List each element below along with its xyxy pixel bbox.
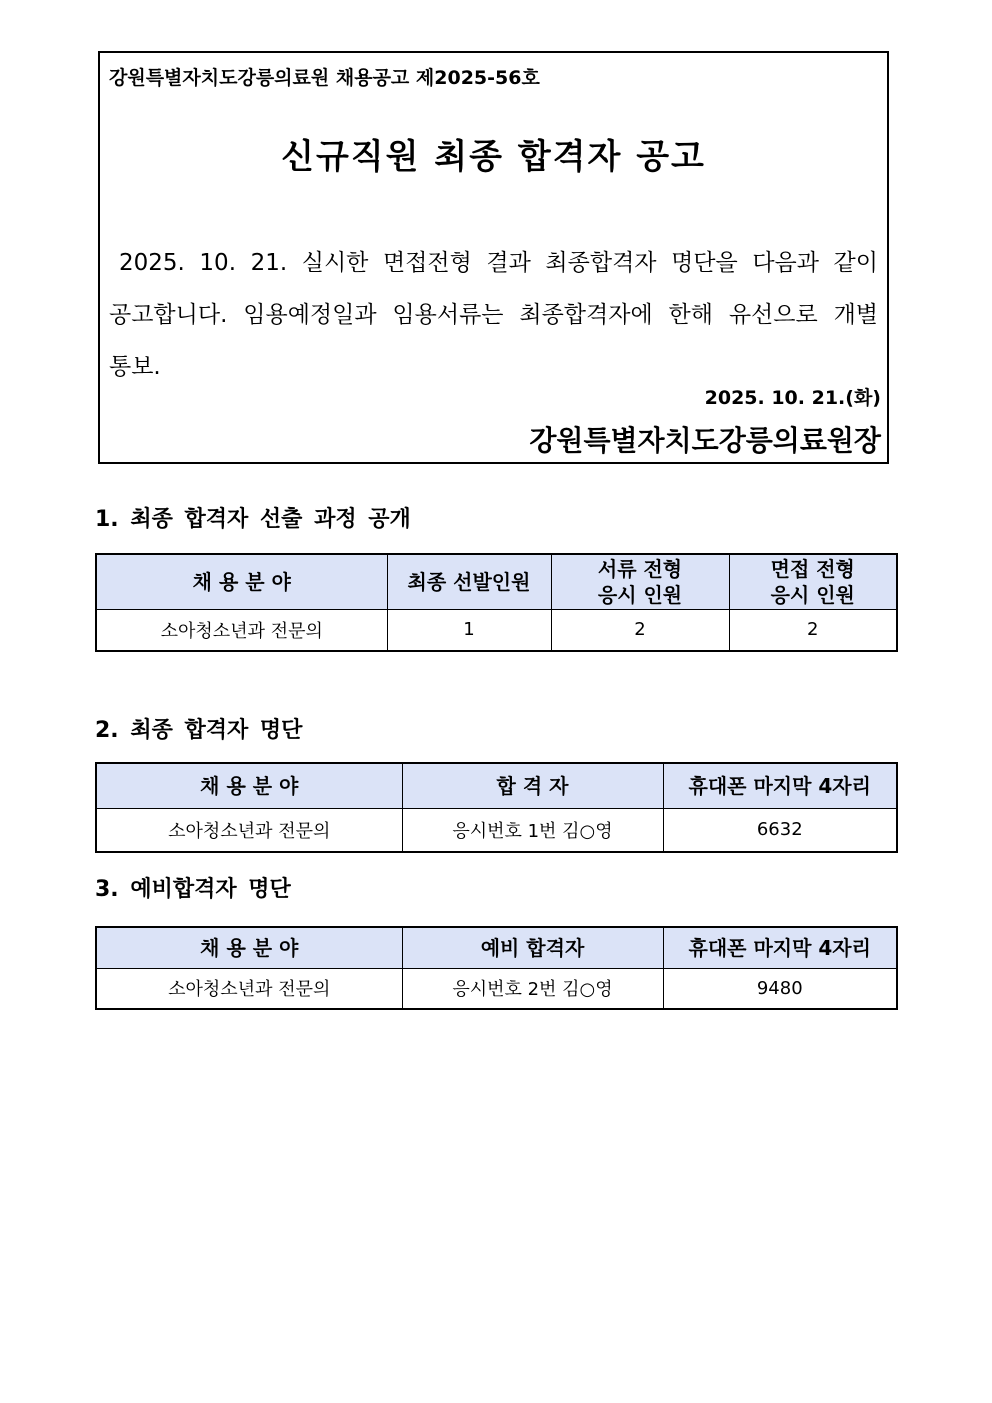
cell-interview-count: 2 <box>729 609 897 651</box>
cell-phone-last4: 9480 <box>663 968 897 1009</box>
final-successful-table <box>95 762 898 853</box>
cell-final-count: 1 <box>387 609 551 651</box>
col-header-field: 채 용 분 야 <box>96 763 402 808</box>
col-header-field: 채 용 분 야 <box>96 927 402 968</box>
col-header-final-count: 최종 선발인원 <box>387 554 551 609</box>
table-header-row <box>96 927 897 968</box>
section2-heading: 2. 최종 합격자 명단 <box>95 718 303 743</box>
table-header-row <box>96 763 897 808</box>
notice-signer: 강원특별자치도강릉의료원장 <box>529 424 881 457</box>
col-header-phone-last4: 휴대폰 마지막 4자리 <box>663 763 897 808</box>
col-header-reserve: 예비 합격자 <box>402 927 663 968</box>
table-row <box>96 609 897 651</box>
col-header-phone-last4: 휴대폰 마지막 4자리 <box>663 927 897 968</box>
notice-title: 신규직원 최종 합격자 공고 <box>281 137 706 177</box>
col-header-successful: 합 격 자 <box>402 763 663 808</box>
table-header-row <box>96 554 897 609</box>
cell-phone-last4: 6632 <box>663 808 897 852</box>
cell-field: 소아청소년과 전문의 <box>96 968 402 1009</box>
table-row <box>96 968 897 1009</box>
col-header-interview-count: 면접 전형 응시 인원 <box>729 554 897 609</box>
col-header-document-count: 서류 전형 응시 인원 <box>551 554 729 609</box>
notice-number: 강원특별자치도강릉의료원 채용공고 제2025-56호 <box>109 67 540 89</box>
cell-field: 소아청소년과 전문의 <box>96 609 387 651</box>
reserve-successful-table <box>95 926 898 1010</box>
cell-reserve: 응시번호 2번 김○영 <box>402 968 663 1009</box>
notice-body: 2025. 10. 21. 실시한 면접전형 결과 최종합격자 명단을 다음과 같이 공고합니다. 임용예정일과 임용서류는 최종합격자에 한해 유선으로 개별통보. <box>109 250 878 380</box>
table-row <box>96 808 897 852</box>
notice-date: 2025. 10. 21.(화) <box>704 387 881 409</box>
notice-box <box>98 51 889 464</box>
cell-successful: 응시번호 1번 김○영 <box>402 808 663 852</box>
section3-heading: 3. 예비합격자 명단 <box>95 877 291 902</box>
section1-heading: 1. 최종 합격자 선출 과정 공개 <box>95 507 411 532</box>
col-header-field: 채 용 분 야 <box>96 554 387 609</box>
cell-document-count: 2 <box>551 609 729 651</box>
cell-field: 소아청소년과 전문의 <box>96 808 402 852</box>
selection-process-table <box>95 553 898 652</box>
